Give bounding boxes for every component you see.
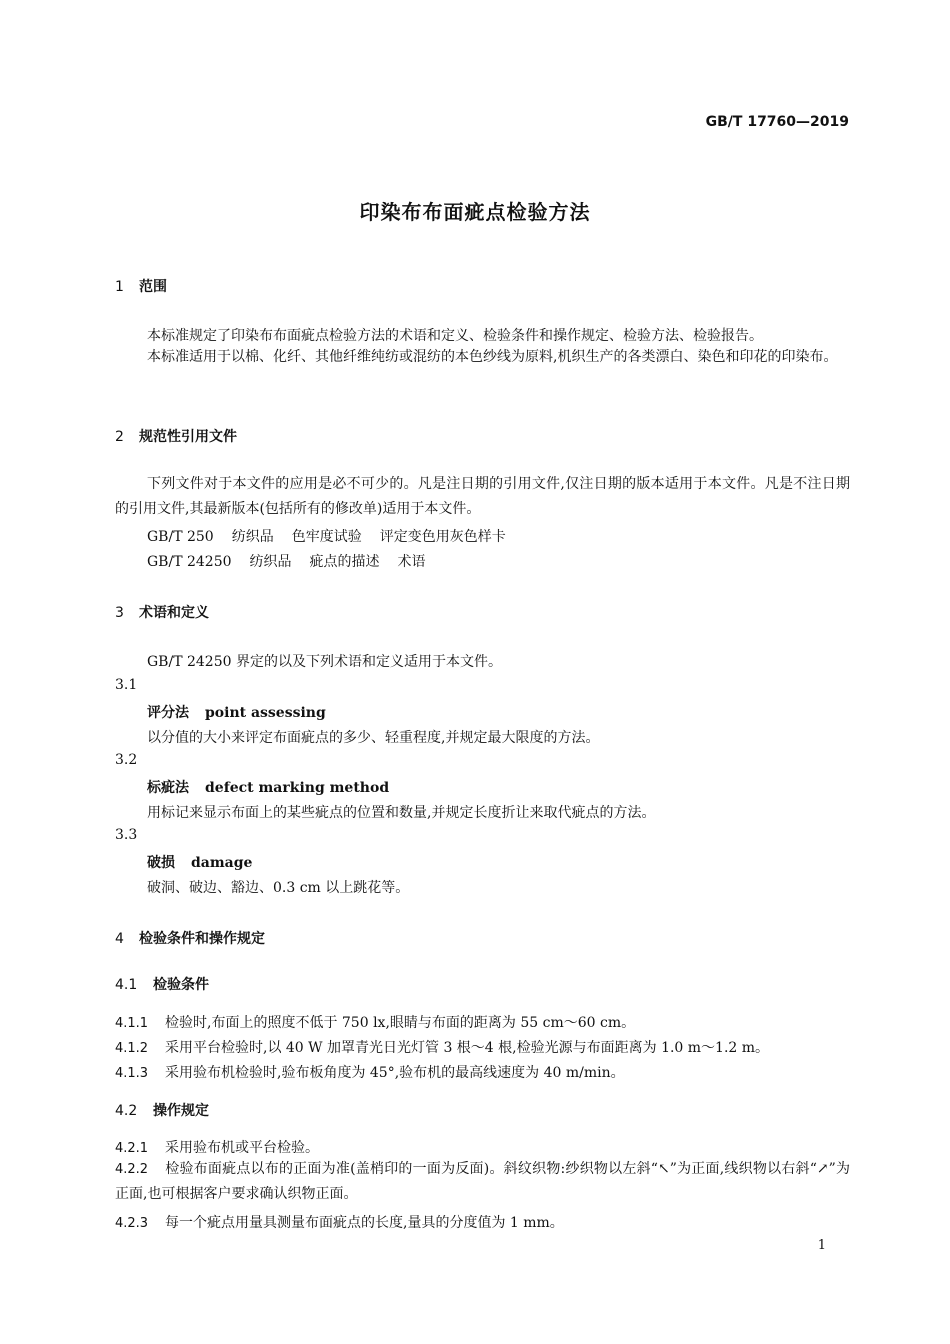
term-definition: 用标记来显示布面上的某些疵点的位置和数量,并规定长度折让来取代疵点的方法。 — [147, 805, 656, 821]
term-definition: 以分值的大小来评定布面疵点的多少、轻重程度,并规定最大限度的方法。 — [147, 730, 600, 746]
subsection-4-2-heading — [115, 1100, 209, 1120]
reference-part: 纺织品 — [249, 554, 292, 570]
section-3-title: 术语和定义 — [139, 605, 209, 621]
subsection-4-1-heading — [115, 974, 209, 994]
clause-text: 检验布面疵点以布的正面为准(盖梢印的一面为反面)。斜纹织物:纱织物以左斜“↖”为正面,线织物以右斜“↗”为正面,也可根据客户要求确认织物正面。 — [115, 1161, 850, 1202]
section-2-number: 2 — [115, 429, 124, 445]
clause-number: 4.2.3 — [115, 1216, 149, 1231]
reference-part: 疵点的描述 — [309, 554, 380, 570]
reference-code: GB/T 250 — [147, 529, 214, 545]
clause-number: 4.2.2 — [115, 1162, 149, 1177]
term-chinese: 评分法 — [147, 705, 189, 721]
term-heading — [147, 702, 326, 722]
clause-text: 检验时,布面上的照度不低于 750 lx,眼睛与布面的距离为 55 cm～60 cm。 — [165, 1015, 636, 1031]
term-definition: 破洞、破边、豁边、0.3 cm 以上跳花等。 — [147, 880, 410, 896]
section-3-intro: GB/T 24250 界定的以及下列术语和定义适用于本文件。 — [147, 654, 502, 670]
section-1-number: 1 — [115, 279, 124, 295]
section-3-number: 3 — [115, 605, 124, 621]
clause-4-1-1 — [115, 1012, 635, 1032]
subsection-4-2-number: 4.2 — [115, 1103, 138, 1119]
subsection-4-2-title: 操作规定 — [153, 1103, 209, 1119]
term-english: defect marking method — [205, 780, 390, 796]
section-1-title: 范围 — [139, 279, 167, 295]
section-4-number: 4 — [115, 931, 124, 947]
term-heading — [147, 777, 389, 797]
clause-number: 4.2.1 — [115, 1141, 149, 1156]
term-chinese: 破损 — [147, 855, 175, 871]
term-english: damage — [191, 855, 253, 871]
section-1-paragraph-2: 本标准适用于以棉、化纤、其他纤维纯纺或混纺的本色纱线为原料,机织生产的各类漂白、染色和印花的印染布。 — [147, 349, 838, 365]
term-heading — [147, 852, 252, 872]
reference-part: 术语 — [397, 554, 426, 570]
clause-text: 每一个疵点用量具测量布面疵点的长度,量具的分度值为 1 mm。 — [165, 1215, 564, 1231]
section-1-paragraph-1: 本标准规定了印染布布面疵点检验方法的术语和定义、检验条件和操作规定、检验方法、检验报告。 — [147, 328, 763, 344]
section-4-heading — [115, 928, 265, 948]
clause-4-2-1 — [115, 1137, 319, 1157]
section-2-paragraph: 下列文件对于本文件的应用是必不可少的。凡是注日期的引用文件,仅注日期的版本适用于本文件。凡是不注日期的引用文件,其最新版本(包括所有的修改单)适用于本文件。 — [115, 476, 850, 517]
subsection-4-1-title: 检验条件 — [153, 977, 209, 993]
term-number: 3.1 — [115, 677, 138, 693]
term-number: 3.2 — [115, 752, 138, 768]
clause-4-1-3 — [115, 1062, 625, 1082]
clause-number: 4.1.3 — [115, 1066, 149, 1081]
reference-part: 色牢度试验 — [291, 529, 362, 545]
subsection-4-1-number: 4.1 — [115, 977, 138, 993]
clause-4-2-2 — [115, 1157, 850, 1207]
document-title: 印染布布面疵点检验方法 — [359, 200, 591, 224]
reference-code: GB/T 24250 — [147, 554, 232, 570]
clause-text: 采用平台检验时,以 40 W 加罩青光日光灯管 3 根～4 根,检验光源与布面距离为 1.0 m～1.2 m。 — [165, 1040, 770, 1056]
section-2-title: 规范性引用文件 — [139, 429, 237, 445]
reference-item — [147, 526, 506, 546]
standard-code: GB/T 17760—2019 — [705, 114, 849, 130]
clause-number: 4.1.2 — [115, 1041, 149, 1056]
clause-text: 采用验布机或平台检验。 — [165, 1140, 319, 1156]
term-english: point assessing — [205, 705, 326, 721]
clause-number: 4.1.1 — [115, 1016, 149, 1031]
clause-text: 采用验布机检验时,验布板角度为 45°,验布机的最高线速度为 40 m/min。 — [165, 1065, 625, 1081]
section-4-title: 检验条件和操作规定 — [139, 931, 265, 947]
reference-part: 评定变色用灰色样卡 — [379, 529, 506, 545]
reference-part: 纺织品 — [231, 529, 274, 545]
section-2-heading — [115, 426, 237, 446]
page-number: 1 — [817, 1238, 826, 1253]
section-3-heading — [115, 602, 209, 622]
term-chinese: 标疵法 — [147, 780, 189, 796]
clause-4-2-3 — [115, 1212, 564, 1232]
clause-4-1-2 — [115, 1037, 769, 1057]
reference-item — [147, 551, 426, 571]
term-number: 3.3 — [115, 827, 138, 843]
section-1-heading — [115, 276, 167, 296]
